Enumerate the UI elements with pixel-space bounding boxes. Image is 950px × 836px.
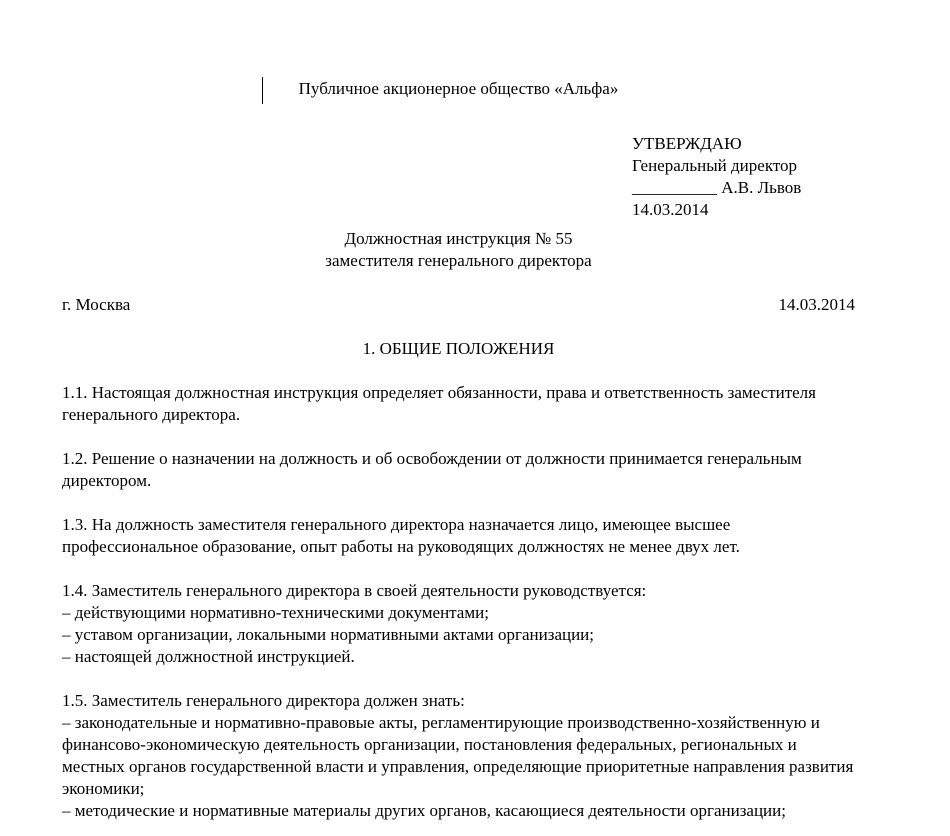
place[interactable]: г. Москва (62, 295, 131, 314)
list-item[interactable]: – действующими нормативно-техническими документами; (62, 603, 489, 622)
text-cursor (262, 77, 263, 104)
list-item[interactable]: – уставом организации, локальными нормативными актами организации; (62, 625, 595, 644)
company-title[interactable]: Публичное акционерное общество «Альфа» (298, 79, 619, 98)
list-item[interactable]: – методические и нормативные материалы других органов, касающиеся деятельности организации; (62, 801, 786, 820)
paragraph-1-5 (62, 690, 855, 822)
approval-label[interactable]: УТВЕРЖДАЮ (632, 134, 742, 153)
approval-block (632, 133, 855, 221)
document-date[interactable]: 14.03.2014 (778, 295, 855, 314)
section-heading[interactable]: 1. ОБЩИЕ ПОЛОЖЕНИЯ (362, 339, 555, 358)
document-title-line2[interactable]: заместителя генерального директора (325, 251, 592, 270)
document-title (62, 228, 855, 272)
paragraph-1-2[interactable]: 1.2. Решение о назначении на должность и об освобождении от должности принимается генеральным директором. (62, 449, 802, 490)
document-title-line1[interactable]: Должностная инструкция № 55 (344, 229, 573, 248)
paragraph-1-4-lead[interactable]: 1.4. Заместитель генерального директора в своей деятельности руководствуется: (62, 581, 647, 600)
list-item[interactable]: – законодательные и нормативно-правовые акты, регламентирующие производственно-хозяйственную и финансово-экономическую деятельность организации, постановления федеральных, региональных и местных органов государственной власти и управления, определяющие приоритетные направления развития экономики; (62, 713, 854, 798)
signature-line[interactable]: __________ А.В. Львов (632, 178, 802, 197)
approver-title[interactable]: Генеральный директор (632, 156, 798, 175)
paragraph-1-5-lead[interactable]: 1.5. Заместитель генерального директора должен знать: (62, 691, 465, 710)
paragraph-1-4 (62, 580, 855, 668)
paragraph-1-3[interactable]: 1.3. На должность заместителя генерального директора назначается лицо, имеющее высшее профессиональное образование, опыт работы на руководящих должностях не менее двух лет. (62, 515, 740, 556)
approval-date[interactable]: 14.03.2014 (632, 200, 709, 219)
list-item[interactable]: – настоящей должностной инструкцией. (62, 647, 355, 666)
place-date-row (62, 294, 855, 316)
paragraph-1-1[interactable]: 1.1. Настоящая должностная инструкция определяет обязанности, права и ответственность заместителя генерального директора. (62, 383, 816, 424)
